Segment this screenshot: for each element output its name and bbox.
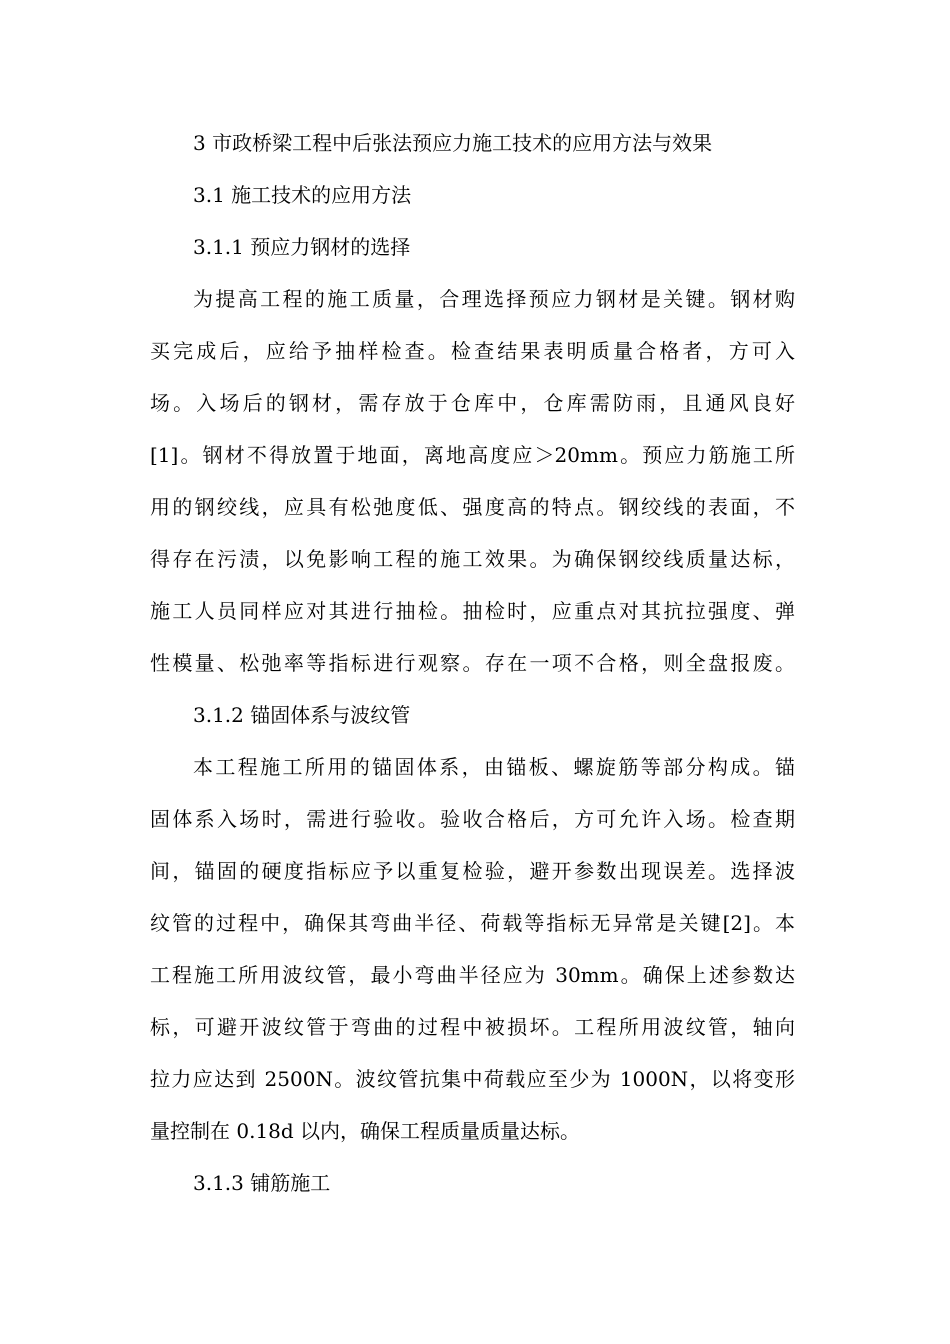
paragraph-anchorage-corrugated-pipe bbox=[150, 741, 795, 1157]
paragraph-line: 纹管的过程中，确保其弯曲半径、荷载等指标无异常是关键[2]。本 bbox=[150, 911, 795, 935]
paragraph-line: 间，锚固的硬度指标应予以重复检验，避开参数出现误差。选择波 bbox=[150, 859, 795, 883]
paragraph-line: 固体系入场时，需进行验收。验收合格后，方可允许入场。检查期 bbox=[150, 807, 795, 831]
paragraph-steel-selection bbox=[150, 273, 795, 689]
paragraph-line: 标，可避开波纹管于弯曲的过程中被损坏。工程所用波纹管，轴向 bbox=[150, 1015, 795, 1039]
paragraph-line: 施工人员同样应对其进行抽检。抽检时，应重点对其抗拉强度、弹 bbox=[150, 599, 795, 623]
document-body bbox=[150, 117, 795, 1209]
paragraph-line: 场。入场后的钢材，需存放于仓库中，仓库需防雨，且通风良好 bbox=[150, 391, 795, 415]
paragraph-line: [1]。钢材不得放置于地面，离地高度应＞20mm。预应力筋施工所 bbox=[150, 443, 795, 467]
paragraph-line: 为提高工程的施工质量，合理选择预应力钢材是关键。钢材购 bbox=[193, 287, 795, 311]
section-heading-3-1-2: 3.1.2 锚固体系与波纹管 bbox=[193, 703, 411, 727]
paragraph-line: 买完成后，应给予抽样检查。检查结果表明质量合格者，方可入 bbox=[150, 339, 795, 363]
section-heading-3-1-1: 3.1.1 预应力钢材的选择 bbox=[193, 235, 411, 259]
section-heading-3-1: 3.1 施工技术的应用方法 bbox=[193, 183, 412, 207]
paragraph-line: 性模量、松弛率等指标进行观察。存在一项不合格，则全盘报废。 bbox=[150, 651, 795, 675]
paragraph-line: 工程施工所用波纹管，最小弯曲半径应为 30mm。确保上述参数达 bbox=[150, 963, 795, 987]
section-heading-3-1-3: 3.1.3 铺筋施工 bbox=[193, 1171, 331, 1195]
paragraph-line: 量控制在 0.18d 以内，确保工程质量质量达标。 bbox=[150, 1119, 581, 1143]
paragraph-line: 本工程施工所用的锚固体系，由锚板、螺旋筋等部分构成。锚 bbox=[193, 755, 795, 779]
paragraph-line: 用的钢绞线，应具有松弛度低、强度高的特点。钢绞线的表面，不 bbox=[150, 495, 795, 519]
section-heading-3: 3 市政桥梁工程中后张法预应力施工技术的应用方法与效果 bbox=[193, 131, 713, 155]
paragraph-line: 拉力应达到 2500N。波纹管抗集中荷载应至少为 1000N，以将变形 bbox=[150, 1067, 795, 1091]
paragraph-line: 得存在污渍，以免影响工程的施工效果。为确保钢绞线质量达标， bbox=[150, 547, 795, 571]
